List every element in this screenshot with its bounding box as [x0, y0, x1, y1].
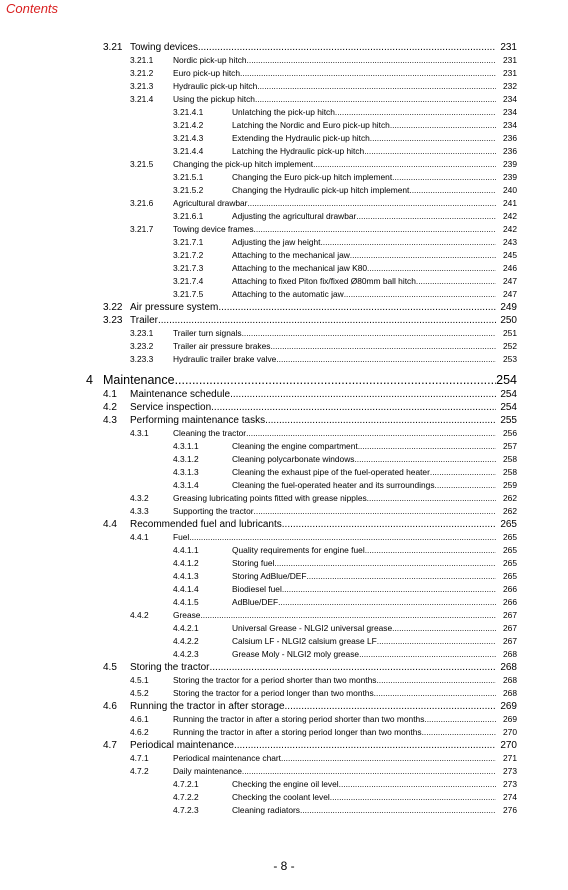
toc-entry-number: 4.7.2.1 [173, 779, 199, 789]
toc-entry-page: 265 [500, 519, 517, 530]
toc-entry-title: Cleaning polycarbonate windows [232, 454, 355, 464]
toc-entry[interactable] [0, 119, 568, 132]
toc-entry[interactable] [0, 80, 568, 93]
toc-entry-title: Cleaning radiators [232, 805, 300, 815]
toc-entry-title: Latching the Hydraulic pick-up hitch [232, 146, 365, 156]
toc-entry[interactable] [0, 544, 568, 557]
toc-entry-number: 3.21.4.3 [173, 133, 204, 143]
toc-entry-title: Running the tractor in after a storing period shorter than two months [173, 714, 425, 724]
toc-entry-title: Running the tractor in after storage [130, 701, 285, 712]
toc-entry[interactable] [0, 778, 568, 791]
toc-entry[interactable] [0, 609, 568, 622]
toc-entry-title: Quality requirements for engine fuel [232, 545, 365, 555]
toc-entry-page: 268 [503, 675, 517, 685]
toc-entry-page: 256 [503, 428, 517, 438]
toc-entry-title: Maintenance schedule [130, 389, 231, 400]
toc-leader-dots [300, 804, 496, 817]
toc-leader-dots [282, 583, 496, 596]
toc-entry[interactable] [0, 301, 568, 314]
toc-entry-page: 254 [500, 389, 517, 400]
toc-entry[interactable] [0, 184, 568, 197]
toc-entry-page: 254 [496, 373, 517, 387]
toc-entry-number: 3.23.3 [130, 354, 154, 364]
toc-entry-page: 273 [503, 766, 517, 776]
toc-leader-dots [320, 236, 496, 249]
toc-entry-number: 4.4 [103, 519, 117, 530]
toc-entry[interactable] [0, 752, 568, 765]
toc-entry[interactable] [0, 340, 568, 353]
toc-entry-title: Cleaning the fuel-operated heater and its surroundings [232, 480, 435, 490]
toc-entry-page: 246 [503, 263, 517, 273]
toc-entry-title: Performing maintenance tasks [130, 415, 266, 426]
toc-entry-number: 3.21.5 [130, 159, 154, 169]
toc-entry-page: 234 [503, 107, 517, 117]
toc-entry-title: Trailer turn signals [173, 328, 242, 338]
toc-entry-title: Attaching to fixed Piton fix/fixed Ø80mm ball hitch [232, 276, 416, 286]
contents-header: Contents [6, 1, 59, 16]
toc-entry-title: Adjusting the jaw height [232, 237, 321, 247]
toc-entry[interactable] [0, 661, 568, 674]
toc-entry-title: Unlatching the pick-up hitch [232, 107, 335, 117]
toc-entry-number: 3.23.2 [130, 341, 154, 351]
toc-entry-page: 265 [503, 532, 517, 542]
toc-leader-dots [354, 453, 496, 466]
toc-entry-number: 4.5.2 [130, 688, 149, 698]
toc-leader-dots [257, 80, 496, 93]
toc-entry[interactable] [0, 492, 568, 505]
toc-entry-title: Extending the Hydraulic pick-up hitch [232, 133, 370, 143]
toc-entry-number: 4.3.1.4 [173, 480, 199, 490]
toc-entry[interactable] [0, 223, 568, 236]
toc-entry-title: Running the tractor in after a storing period longer than two months [173, 727, 422, 737]
toc-entry[interactable] [0, 765, 568, 778]
toc-leader-dots [339, 778, 496, 791]
toc-entry-title: Storing AdBlue/DEF [232, 571, 307, 581]
toc-entry-title: Attaching to the automatic jaw [232, 289, 344, 299]
toc-entry[interactable] [0, 171, 568, 184]
toc-leader-dots [246, 427, 496, 440]
toc-entry-title: Checking the engine oil level [232, 779, 339, 789]
toc-leader-dots [278, 596, 496, 609]
toc-entry[interactable] [0, 739, 568, 752]
toc-entry-number: 4.1 [103, 389, 117, 400]
toc-entry-title: Adjusting the agricultural drawbar [232, 211, 357, 221]
toc-entry-number: 3.21.6.1 [173, 211, 204, 221]
toc-entry-number: 3.23.1 [130, 328, 154, 338]
toc-entry-page: 270 [503, 727, 517, 737]
toc-entry-number: 4.6 [103, 701, 117, 712]
toc-leader-dots [350, 249, 496, 262]
toc-entry-number: 4.4.1.3 [173, 571, 199, 581]
toc-entry[interactable] [0, 531, 568, 544]
toc-entry-title: Trailer air pressure brakes [173, 341, 271, 351]
toc-entry-title: Periodical maintenance chart [173, 753, 282, 763]
toc-entry-page: 258 [503, 454, 517, 464]
toc-entry-number: 4.4.2.3 [173, 649, 199, 659]
toc-entry-page: 262 [503, 506, 517, 516]
toc-entry[interactable] [0, 570, 568, 583]
toc-leader-dots [306, 570, 496, 583]
toc-entry[interactable] [0, 275, 568, 288]
toc-leader-dots [240, 67, 496, 80]
toc-entry-title: Storing fuel [232, 558, 275, 568]
toc-entry-number: 3.21.4 [130, 94, 154, 104]
toc-entry-title: Fuel [173, 532, 190, 542]
toc-entry[interactable] [0, 557, 568, 570]
toc-entry-number: 4.5.1 [130, 675, 149, 685]
toc-entry-page: 249 [500, 302, 517, 313]
toc-leader-dots [358, 440, 496, 453]
toc-entry[interactable] [0, 41, 568, 54]
toc-entry[interactable] [0, 453, 568, 466]
toc-entry-number: 3.21.3 [130, 81, 154, 91]
toc-leader-dots [247, 197, 496, 210]
toc-entry-number: 4.3.1.3 [173, 467, 199, 477]
toc-entry-page: 267 [503, 610, 517, 620]
toc-entry-page: 276 [503, 805, 517, 815]
toc-entry-title: Using the pickup hitch [173, 94, 255, 104]
toc-entry-number: 3.21.7.1 [173, 237, 204, 247]
toc-entry-page: 255 [500, 415, 517, 426]
toc-entry-number: 4.3.1.1 [173, 441, 199, 451]
toc-entry[interactable] [0, 518, 568, 531]
toc-leader-dots [242, 765, 496, 778]
toc-entry-number: 4.4.2.1 [173, 623, 199, 633]
toc-leader-dots [189, 531, 496, 544]
toc-entry-title: Air pressure system [130, 302, 219, 313]
toc-entry[interactable] [0, 236, 568, 249]
toc-entry-number: 3.21.5.1 [173, 172, 204, 182]
toc-entry-page: 242 [503, 211, 517, 221]
toc-entry-page: 252 [503, 341, 517, 351]
toc-entry-page: 234 [503, 94, 517, 104]
toc-entry-page: 247 [503, 276, 517, 286]
toc-entry[interactable] [0, 674, 568, 687]
toc-entry-title: Universal Grease - NLGI2 universal grease [232, 623, 393, 633]
toc-leader-dots [230, 388, 496, 401]
toc-entry-number: 3.21.7.2 [173, 250, 204, 260]
toc-entry-page: 247 [503, 289, 517, 299]
toc-entry-page: 257 [503, 441, 517, 451]
toc-entry-number: 3.21.7.3 [173, 263, 204, 273]
toc-entry-title: Storing the tractor [130, 662, 210, 673]
toc-leader-dots [313, 158, 496, 171]
toc-leader-dots [281, 752, 496, 765]
toc-entry-title: Biodiesel fuel [232, 584, 282, 594]
toc-entry[interactable] [0, 314, 568, 327]
toc-entry-number: 3.21.4.2 [173, 120, 204, 130]
toc-leader-dots [254, 223, 496, 236]
toc-entry-title: Service inspection [130, 402, 212, 413]
toc-entry-title: Hydraulic trailer brake valve [173, 354, 277, 364]
toc-entry-page: 231 [503, 55, 517, 65]
toc-entry[interactable] [0, 440, 568, 453]
toc-entry-page: 269 [500, 701, 517, 712]
toc-entry[interactable] [0, 427, 568, 440]
toc-entry-number: 4.4.1.4 [173, 584, 199, 594]
toc-entry-title: Changing the Hydraulic pick-up hitch implement [232, 185, 410, 195]
toc-entry[interactable] [0, 622, 568, 635]
toc-entry-number: 3.22 [103, 302, 123, 313]
toc-entry-number: 4.7.2.3 [173, 805, 199, 815]
toc-entry-page: 245 [503, 250, 517, 260]
toc-entry-page: 236 [503, 146, 517, 156]
toc-entry-page: 258 [503, 467, 517, 477]
toc-entry-number: 4.7.2.2 [173, 792, 199, 802]
toc-leader-dots [211, 401, 496, 414]
toc-entry[interactable] [0, 54, 568, 67]
toc-entry-page: 268 [503, 688, 517, 698]
toc-entry-page: 250 [500, 315, 517, 326]
toc-entry-page: 254 [500, 402, 517, 413]
toc-entry-title: Calsium LF - NLGI2 calsium grease LF [232, 636, 377, 646]
toc-entry-number: 4.3.3 [130, 506, 149, 516]
toc-entry-title: Euro pick-up hitch [173, 68, 241, 78]
toc-leader-dots [254, 505, 496, 518]
toc-leader-dots [234, 739, 496, 752]
toc-entry-page: 267 [503, 623, 517, 633]
toc-leader-dots [209, 661, 496, 674]
toc-entry-number: 4.6.2 [130, 727, 149, 737]
toc-leader-dots [282, 518, 496, 531]
toc-entry-title: Greasing lubricating points fitted with grease nipples [173, 493, 367, 503]
toc-entry-title: Nordic pick-up hitch [173, 55, 247, 65]
toc-entry[interactable] [0, 791, 568, 804]
toc-entry-page: 268 [503, 649, 517, 659]
toc-entry-number: 3.21.7.5 [173, 289, 204, 299]
toc-entry-page: 236 [503, 133, 517, 143]
toc-entry-title: Changing the pick-up hitch implement [173, 159, 314, 169]
toc-entry-page: 265 [503, 571, 517, 581]
toc-entry-page: 253 [503, 354, 517, 364]
toc-leader-dots [218, 301, 496, 314]
toc-entry[interactable] [0, 388, 568, 401]
toc-entry-number: 3.21.2 [130, 68, 154, 78]
toc-entry-page: 274 [503, 792, 517, 802]
toc-entry-page: 241 [503, 198, 517, 208]
toc-entry[interactable] [0, 479, 568, 492]
toc-entry-title: Towing devices [130, 42, 198, 53]
toc-entry[interactable] [0, 700, 568, 713]
toc-entry-page: 251 [503, 328, 517, 338]
toc-entry[interactable] [0, 93, 568, 106]
toc-entry-number: 4.6.1 [130, 714, 149, 724]
toc-entry-number: 4.2 [103, 402, 117, 413]
toc-entry-number: 4.7.1 [130, 753, 149, 763]
toc-entry-title: Storing the tractor for a period longer than two months [173, 688, 374, 698]
page-number: - 8 - [273, 859, 295, 873]
toc-entry[interactable] [0, 106, 568, 119]
toc-leader-dots [335, 106, 496, 119]
toc-entry-title: AdBlue/DEF [232, 597, 279, 607]
toc-entry-title: Checking the coolant level [232, 792, 330, 802]
toc-entry[interactable] [0, 648, 568, 661]
toc-entry[interactable] [0, 466, 568, 479]
toc-entry-page: 265 [503, 545, 517, 555]
toc-leader-dots [158, 314, 496, 327]
toc-entry[interactable] [0, 505, 568, 518]
toc-entry-title: Towing device frames [173, 224, 254, 234]
toc-entry-page: 231 [503, 68, 517, 78]
toc-entry-title: Maintenance [103, 373, 175, 387]
toc-leader-dots [274, 557, 496, 570]
toc-entry-number: 4.3 [103, 415, 117, 426]
toc-entry-page: 270 [500, 740, 517, 751]
toc-entry-title: Latching the Nordic and Euro pick-up hitch [232, 120, 390, 130]
toc-entry-number: 3.21.5.2 [173, 185, 204, 195]
toc-entry-page: 242 [503, 224, 517, 234]
toc-entry-number: 3.21.7 [130, 224, 154, 234]
toc-entry-number: 3.23 [103, 315, 123, 326]
toc-entry-page: 265 [503, 558, 517, 568]
toc-entry-page: 259 [503, 480, 517, 490]
toc-entry-number: 4.4.1.5 [173, 597, 199, 607]
toc-leader-dots [276, 353, 496, 366]
toc-entry-title: Attaching to the mechanical jaw [232, 250, 350, 260]
toc-entry-number: 4.7.2 [130, 766, 149, 776]
toc-entry-page: 240 [503, 185, 517, 195]
toc-entry-title: Grease Moly - NLGI2 moly grease [232, 649, 360, 659]
toc-leader-dots [265, 414, 496, 427]
toc-entry[interactable] [0, 726, 568, 739]
toc-entry-page: 231 [500, 42, 517, 53]
toc-entry[interactable] [0, 366, 568, 388]
toc-leader-dots [247, 54, 496, 67]
toc-leader-dots [330, 791, 496, 804]
toc-leader-dots [255, 93, 496, 106]
toc-entry-title: Changing the Euro pick-up hitch implement [232, 172, 393, 182]
toc-entry-title: Periodical maintenance [130, 740, 234, 751]
toc-entry-title: Cleaning the tractor [173, 428, 247, 438]
toc-entry-title: Storing the tractor for a period shorter than two months [173, 675, 377, 685]
toc-entry-number: 4.4.1.2 [173, 558, 199, 568]
toc-entry-page: 273 [503, 779, 517, 789]
toc-entry-title: Supporting the tractor [173, 506, 254, 516]
toc-entry[interactable] [0, 249, 568, 262]
toc-entry[interactable] [0, 583, 568, 596]
toc-entry-number: 3.21 [103, 42, 123, 53]
toc-entry[interactable] [0, 262, 568, 275]
toc-entry[interactable] [0, 197, 568, 210]
toc-leader-dots [285, 700, 496, 713]
toc-entry[interactable] [0, 145, 568, 158]
table-of-contents [0, 41, 568, 817]
toc-entry-page: 269 [503, 714, 517, 724]
toc-entry[interactable] [0, 288, 568, 301]
toc-entry-number: 4.4.1.1 [173, 545, 199, 555]
toc-entry-number: 4.7 [103, 740, 117, 751]
toc-entry[interactable] [0, 327, 568, 340]
toc-entry-page: 271 [503, 753, 517, 763]
toc-entry-title: Cleaning the engine compartment [232, 441, 358, 451]
toc-entry[interactable] [0, 687, 568, 700]
toc-entry-page: 234 [503, 120, 517, 130]
toc-entry-title: Hydraulic pick-up hitch [173, 81, 258, 91]
toc-entry[interactable] [0, 414, 568, 427]
toc-entry-number: 3.21.6 [130, 198, 154, 208]
toc-entry[interactable] [0, 210, 568, 223]
toc-entry[interactable] [0, 635, 568, 648]
toc-entry-number: 4.3.1.2 [173, 454, 199, 464]
toc-entry-number: 4.4.1 [130, 532, 149, 542]
toc-entry-number: 3.21.4.1 [173, 107, 204, 117]
toc-leader-dots [344, 288, 496, 301]
toc-entry-number: 3.21.1 [130, 55, 154, 65]
toc-entry-page: 232 [503, 81, 517, 91]
toc-entry-page: 266 [503, 584, 517, 594]
toc-entry[interactable] [0, 132, 568, 145]
toc-entry-page: 262 [503, 493, 517, 503]
toc-entry-page: 266 [503, 597, 517, 607]
toc-entry-title: Cleaning the exhaust pipe of the fuel-operated heater [232, 467, 430, 477]
toc-leader-dots [198, 41, 496, 54]
toc-entry-page: 267 [503, 636, 517, 646]
toc-entry-title: Agricultural drawbar [173, 198, 248, 208]
toc-entry-number: 3.21.4.4 [173, 146, 204, 156]
toc-leader-dots [359, 648, 496, 661]
toc-entry-title: Trailer [130, 315, 158, 326]
toc-entry-page: 243 [503, 237, 517, 247]
toc-leader-dots [242, 327, 496, 340]
toc-entry[interactable] [0, 67, 568, 80]
toc-entry[interactable] [0, 804, 568, 817]
toc-entry-page: 239 [503, 159, 517, 169]
toc-entry-title: Grease [173, 610, 201, 620]
toc-entry-title: Daily maintenance [173, 766, 242, 776]
toc-entry[interactable] [0, 158, 568, 171]
toc-entry[interactable] [0, 713, 568, 726]
toc-entry-number: 4 [86, 373, 93, 387]
toc-entry-number: 4.3.2 [130, 493, 149, 503]
toc-entry-number: 3.21.7.4 [173, 276, 204, 286]
toc-entry-title: Recommended fuel and lubricants [130, 519, 282, 530]
toc-entry-number: 4.4.2.2 [173, 636, 199, 646]
toc-leader-dots [200, 609, 496, 622]
toc-entry-number: 4.3.1 [130, 428, 149, 438]
toc-leader-dots [270, 340, 496, 353]
toc-entry-page: 239 [503, 172, 517, 182]
toc-entry-title: Attaching to the mechanical jaw K80 [232, 263, 368, 273]
toc-entry-number: 4.5 [103, 662, 117, 673]
toc-leader-dots [356, 210, 496, 223]
toc-leader-dots [175, 372, 496, 388]
toc-entry[interactable] [0, 596, 568, 609]
toc-entry[interactable] [0, 353, 568, 366]
toc-entry-page: 268 [500, 662, 517, 673]
toc-entry[interactable] [0, 401, 568, 414]
toc-entry-number: 4.4.2 [130, 610, 149, 620]
